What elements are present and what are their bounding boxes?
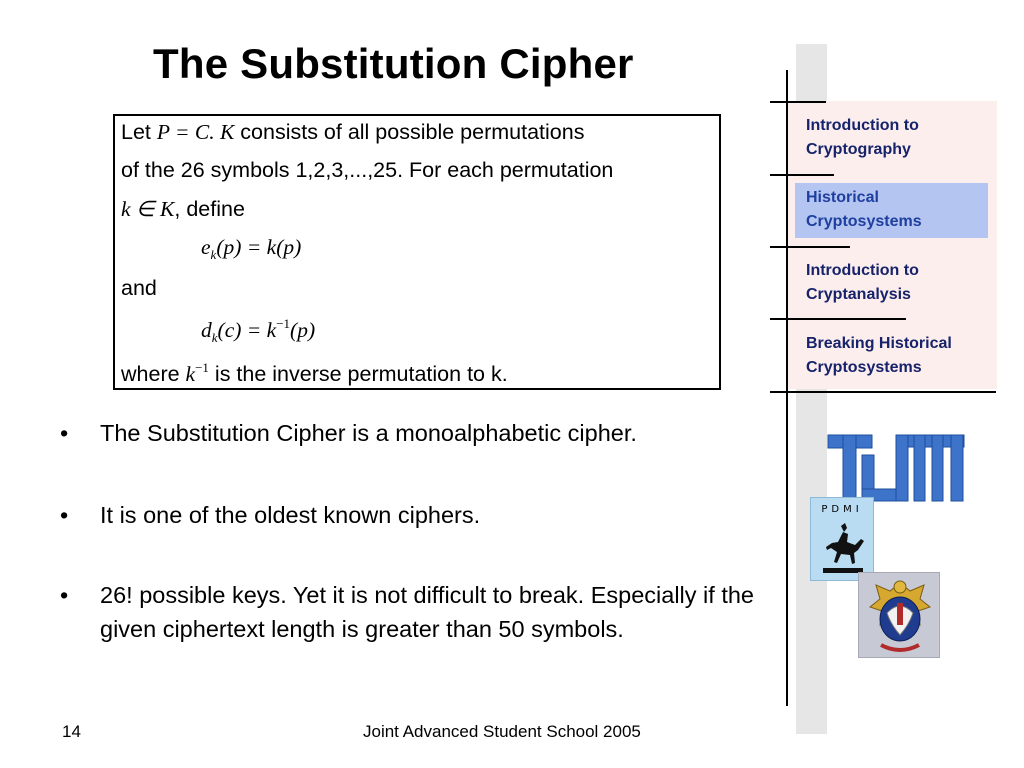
bullet-dot: • bbox=[60, 582, 69, 608]
nav-item-intro-cryptanalysis[interactable]: Introduction to Cryptanalysis bbox=[806, 262, 919, 303]
horse-rider-icon bbox=[819, 520, 867, 576]
tum-logo bbox=[826, 433, 966, 505]
nav-item-historical-cryptosystems[interactable]: Historical Cryptosystems bbox=[806, 189, 922, 230]
definition-box bbox=[113, 114, 721, 390]
encryption-formula: $e_k(p) = k(p)$ bbox=[201, 235, 302, 262]
nav-divider bbox=[770, 101, 826, 103]
bullet-dot: • bbox=[60, 502, 69, 528]
double-headed-eagle-crest-icon bbox=[859, 573, 940, 658]
nav-divider bbox=[770, 246, 850, 248]
crest-logo bbox=[858, 572, 940, 658]
pdmi-logo-label: PDMI bbox=[821, 504, 863, 515]
nav-vertical-rule bbox=[786, 70, 788, 706]
slide-title: The Substitution Cipher bbox=[153, 40, 634, 87]
definition-where: where $k^{-1}$ is the inverse permutation to k. bbox=[121, 360, 508, 386]
decryption-formula: $d_k(c) = k^{-1}(p)$ bbox=[201, 316, 316, 345]
k-in-K: k ∈ K bbox=[121, 197, 175, 221]
bullet-text: 26! possible keys. Yet it is not difficult to break. Especially if the given ciphertext length is greater than 50 symbols. bbox=[100, 582, 755, 642]
nav-divider bbox=[770, 318, 906, 320]
bullet-text: The Substitution Cipher is a monoalphabetic cipher. bbox=[100, 420, 637, 446]
definition-line-3: k ∈ K, define bbox=[121, 197, 245, 221]
nav-divider bbox=[770, 391, 996, 393]
footer-text: Joint Advanced Student School 2005 bbox=[363, 722, 641, 741]
tum-logo-icon bbox=[826, 433, 966, 505]
definition-and: and bbox=[121, 276, 157, 300]
definition-line-2: of the 26 symbols 1,2,3,...,25. For each permutation bbox=[121, 158, 614, 182]
bullet-dot: • bbox=[60, 420, 69, 446]
nav-item-breaking-historical[interactable]: Breaking Historical Cryptosystems bbox=[806, 335, 952, 376]
nav-divider bbox=[770, 174, 834, 176]
pdmi-logo bbox=[810, 497, 874, 581]
bullet-text: It is one of the oldest known ciphers. bbox=[100, 502, 481, 528]
definition-line-1: Let P = C. K consists of all possible permutations bbox=[121, 120, 585, 144]
nav-item-intro-cryptography[interactable]: Introduction to Cryptography bbox=[806, 117, 919, 158]
page-number: 14 bbox=[62, 722, 81, 741]
p-equals-c-k: P = C. K bbox=[156, 120, 235, 144]
